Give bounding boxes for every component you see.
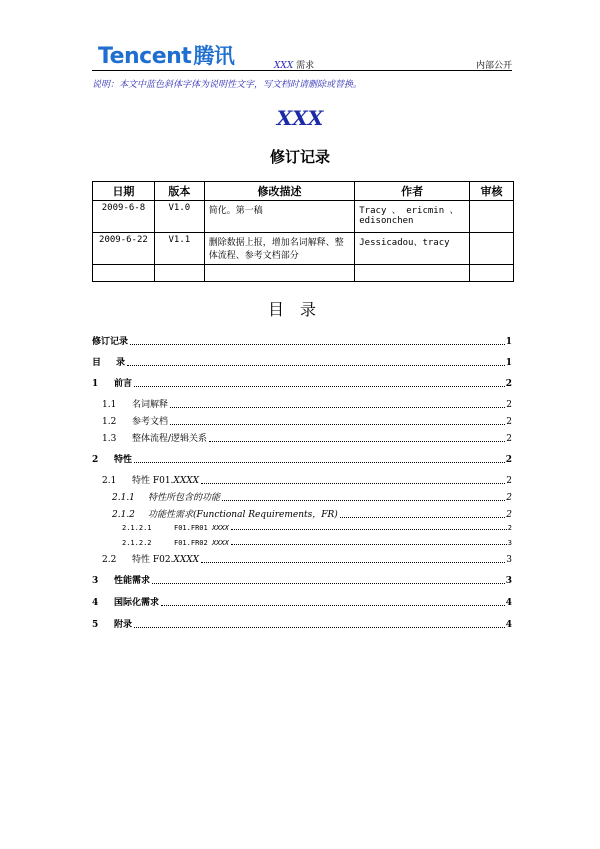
toc-entry[interactable] [112,490,512,503]
toc-entry[interactable] [102,397,512,410]
cell-author: Tracy 、 ericmin 、 edisonchen [355,201,470,233]
toc-entry-label-text: 特性 F01. [132,476,174,486]
header-divider [92,70,512,71]
table-row [93,233,514,265]
col-header-version: 版本 [154,182,204,201]
toc-entry-label: 附录 [114,620,133,630]
toc-entry[interactable] [92,355,512,368]
toc-entry-label: 整体流程/逻辑关系 [132,434,208,444]
cell-date: 2009-6-22 [93,233,155,265]
toc-entry[interactable] [102,414,512,427]
toc-entry-label-text: 特性 F02. [132,555,174,565]
cell-description: 删除数据上报，增加名词解释、整体流程、参考文档部分 [204,233,354,265]
toc-leader [161,605,505,606]
revision-table-header [93,182,514,201]
col-header-description: 修改描述 [204,182,354,201]
toc-entry-label: 国际化需求 [114,598,160,608]
cell-version: V1.1 [154,233,204,265]
header-doc-title-rest: 需求 [293,61,315,71]
toc-entry-label: 录 [116,358,126,368]
toc-leader [222,500,505,501]
toc-title: 目录 [267,300,332,319]
toc-entry-label-italic: XXXX [211,524,229,532]
toc-entry[interactable] [92,617,512,630]
toc-entry-label-italic: XXXX [211,539,229,547]
toc-entry[interactable] [102,473,512,486]
toc-leader [340,517,505,518]
logo-cn: 腾讯 [193,44,235,68]
toc-entry[interactable] [102,431,512,444]
toc-entry-label [174,539,229,547]
toc-leader [209,441,505,442]
toc-entry-label [174,524,229,532]
cell-reviewer [470,233,514,265]
toc-entry-label: 前言 [114,379,133,389]
toc-entry-number: 1.2 [102,417,117,427]
toc-entry-number: 2.1 [102,476,117,486]
toc-entry-page: 2 [506,510,512,520]
toc-entry-number: 2 [92,455,99,465]
toc-entry[interactable] [92,452,512,465]
toc-entry[interactable] [112,507,512,520]
page-header [92,40,512,70]
toc-entry-label: 性能需求 [114,576,151,586]
toc-entry-page: 2 [506,493,512,503]
toc-entry[interactable] [92,573,512,586]
toc-entry-number: 1.1 [102,400,117,410]
toc-leader [134,462,505,463]
toc-entry[interactable] [122,524,512,532]
toc-entry-page: 1 [505,337,512,347]
toc-leader [231,529,507,530]
toc-entry-label [132,552,199,565]
toc-entry-label: 特性 [114,455,133,465]
toc-leader [127,365,505,366]
toc-entry-number: 1 [92,379,99,389]
cell-description: 简化。第一稿 [204,201,354,233]
toc-entry[interactable] [92,376,512,389]
toc-leader [134,386,505,387]
toc-entry-label-italic: XXXX [173,555,200,565]
toc-entry-page: 3 [507,539,512,547]
toc-entry-number: 2.2 [102,555,117,565]
toc-entry-page: 4 [505,620,512,630]
toc-entry[interactable] [92,595,512,608]
col-header-author: 作者 [355,182,470,201]
toc-entry[interactable] [92,334,512,347]
revision-history-title: 修订记录 [269,148,330,166]
toc-entry-number: 2.1.1 [112,493,135,503]
toc-entry-page: 2 [506,476,512,486]
toc-entry-label [132,473,199,486]
toc-entry-page: 3 [505,576,512,586]
toc-leader [201,483,505,484]
table-row [93,265,514,282]
cell-author: Jessicadou、tracy [355,233,470,265]
toc-entry-page: 2 [505,455,512,465]
cell-date [93,265,155,282]
revision-table [92,181,514,282]
toc-entry-page: 2 [506,400,512,410]
toc-entry-number: 目 [92,358,102,368]
cell-description [204,265,354,282]
table-row [93,201,514,233]
col-header-reviewer: 审核 [470,182,514,201]
toc-entry-label-text: F01.FR01 [174,524,212,532]
toc-entry-label: 参考文档 [132,417,169,427]
toc-entry[interactable] [102,552,512,565]
toc-entry-number: 2.1.2.2 [122,539,152,547]
toc-entry-label: 名词解释 [132,400,169,410]
toc-entry-label: 特性所包含的功能 [148,493,221,503]
toc-entry-number: 4 [92,598,99,608]
toc-leader [231,544,507,545]
toc-entry-label-text: F01.FR02 [174,539,212,547]
logo-en: Tencent [98,44,192,69]
instruction-note: 说明：本文中蓝色斜体字体为说明性文字，写文档时请删除或替换。 [92,80,363,90]
toc-entry-number: 1.3 [102,434,117,444]
cell-reviewer [470,201,514,233]
toc-entry-label: 功能性需求(Functional Requirements，FR) [148,510,338,520]
toc-leader [130,344,505,345]
toc-entry-label-italic: XXXX [173,476,200,486]
cell-reviewer [470,265,514,282]
toc-entry-page: 2 [506,417,512,427]
cell-author [355,265,470,282]
toc-leader [170,407,505,408]
cell-version [154,265,204,282]
toc-leader [201,562,505,563]
cell-version: V1.0 [154,201,204,233]
toc-entry-page: 2 [505,379,512,389]
toc-entry-number: 5 [92,620,99,630]
toc-entry-page: 3 [506,555,512,565]
toc-leader [134,627,505,628]
toc-entry-number: 2.1.2 [112,510,135,520]
toc-leader [170,424,505,425]
toc-entry-page: 1 [505,358,512,368]
document-title: XXX [276,106,324,130]
toc-entry-page: 2 [506,434,512,444]
header-classification: 内部公开 [475,61,512,71]
header-doc-title-italic: XXX [274,61,294,71]
col-header-date: 日期 [93,182,155,201]
toc-entry-page: 2 [507,524,512,532]
toc-entry-page: 4 [505,598,512,608]
toc-entry[interactable] [122,539,512,547]
toc-entry-number: 3 [92,576,99,586]
cell-date: 2009-6-8 [93,201,155,233]
toc-entry-number: 2.1.2.1 [122,524,152,532]
toc-leader [152,583,505,584]
tencent-logo [98,40,234,70]
toc-entry-label: 修订记录 [92,337,129,347]
